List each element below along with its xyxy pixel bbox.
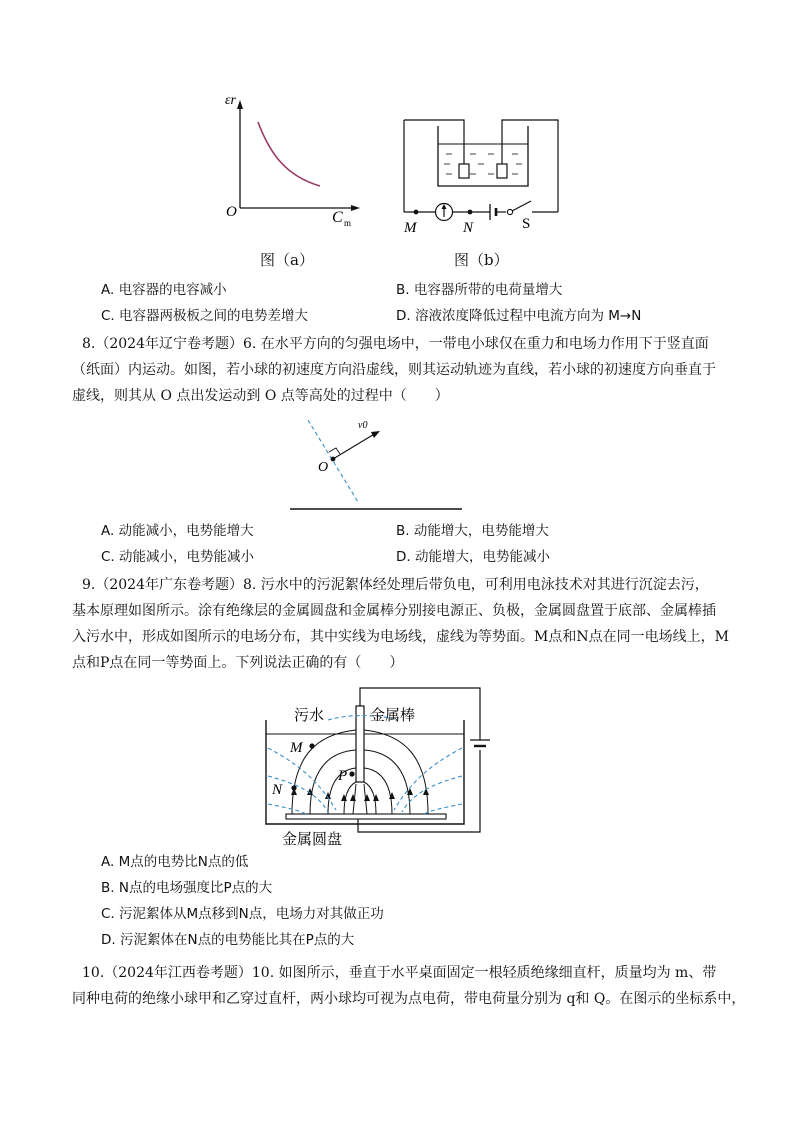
fig-b-label-s: S bbox=[522, 216, 531, 232]
q9-label-p: P bbox=[338, 768, 348, 784]
q9-label-m: M bbox=[290, 740, 303, 756]
q8-label-v0: v0 bbox=[358, 420, 368, 431]
q10-line-1: 10.（2024年江西卷考题）10. 如图所示，垂直于水平桌面固定一根轻质绝缘细直杆，质量均为 m、带 bbox=[82, 965, 717, 981]
q8-figure bbox=[288, 414, 468, 514]
fig-a-x-arrow bbox=[351, 205, 360, 211]
fig-b-label-n: N bbox=[463, 220, 474, 236]
fig-b-beaker bbox=[438, 126, 528, 186]
q7-option-c: C. 电容器两极板之间的电势差增大 bbox=[101, 308, 309, 324]
q7-option-d: D. 溶液浓度降低过程中电流方向为 M→N bbox=[396, 308, 642, 324]
q9-container bbox=[266, 720, 464, 824]
fig-a-curve bbox=[258, 122, 320, 186]
q9-label-rod: 金属棒 bbox=[370, 708, 416, 724]
q8-right-angle bbox=[329, 448, 340, 454]
q9-point-m bbox=[309, 743, 314, 748]
q9-label-water: 污水 bbox=[294, 708, 325, 724]
q9-label-n: N bbox=[272, 782, 283, 798]
fig-b-outer-wire bbox=[404, 120, 558, 212]
q9-line-3: 入污水中，形成如图所示的电场分布，其中实线为电场线，虚线为等势面。M点和N点在同一电场线上，M bbox=[72, 629, 729, 645]
fig-b-liquid-dashes bbox=[444, 154, 522, 174]
q9-option-d: D. 污泥絮体在N点的电势能比其在P点的大 bbox=[101, 932, 355, 948]
q9-line-4: 点和P点在同一等势面上。下列说法正确的有（ ） bbox=[72, 655, 404, 671]
q8-line-3: 虚线，则其从 O 点出发运动到 O 点等高处的过程中（ ） bbox=[72, 388, 449, 404]
q8-option-a: A. 动能减小，电势能增大 bbox=[101, 523, 254, 539]
fig-b-terminal-n bbox=[468, 210, 473, 215]
q8-option-d: D. 动能增大，电势能减小 bbox=[396, 549, 550, 565]
q8-line-2: （纸面）内运动。如图，若小球的初速度方向沿虚线，则其运动轨迹为直线，若小球的初速度方向垂直于 bbox=[72, 362, 716, 378]
figure-a bbox=[218, 88, 368, 238]
q8-label-o: O bbox=[318, 460, 329, 475]
fig-b-terminal-m bbox=[414, 210, 419, 215]
q9-option-a: A. M点的电势比N点的低 bbox=[101, 854, 249, 870]
fig-b-electrode-right bbox=[497, 164, 507, 178]
fig-b-caption: 图（b） bbox=[454, 251, 509, 269]
q8-line-1: 8.（2024年辽宁卷考题）6. 在水平方向的匀强电场中，一带电小球仅在重力和电场力作用下于竖直面 bbox=[82, 336, 709, 352]
fig-a-origin: O bbox=[226, 204, 237, 220]
fig-b-electrode-left bbox=[459, 164, 469, 178]
fig-a-x-sub: m bbox=[344, 218, 352, 228]
fig-b-label-m: M bbox=[404, 220, 417, 236]
q9-option-b: B. N点的电场强度比P点的大 bbox=[101, 880, 273, 896]
q9-line-2: 基本原理如图所示。涂有绝缘层的金属圆盘和金属棒分别接电源正、负极，金属圆盘置于底部、金属棒插 bbox=[72, 603, 716, 619]
q10-line-2: 同种电荷的绝缘小球甲和乙穿过直杆，两小球均可视为点电荷，带电荷量分别为 q和 Q。在图示的坐标系中， bbox=[72, 991, 746, 1007]
q9-point-p bbox=[349, 771, 354, 776]
q9-metal-disk bbox=[286, 814, 446, 819]
q8-option-b: B. 动能增大，电势能增大 bbox=[396, 523, 549, 539]
q8-option-c: C. 动能减小，电势能减小 bbox=[101, 549, 255, 565]
q7-option-b: B. 电容器所带的电荷量增大 bbox=[396, 282, 563, 298]
q9-figure bbox=[258, 684, 498, 848]
q7-option-a: A. 电容器的电容减小 bbox=[101, 282, 227, 298]
q9-line-1: 9.（2024年广东卷考题）8. 污水中的污泥絮体经处理后带负电，可利用电泳技术对其进行沉淀去污， bbox=[82, 577, 709, 593]
fig-a-x-label: C bbox=[332, 209, 343, 226]
q9-option-c: C. 污泥絮体从M点移到N点，电场力对其做正功 bbox=[101, 906, 384, 922]
q9-metal-rod bbox=[356, 706, 364, 782]
fig-a-y-arrow bbox=[237, 100, 243, 109]
q9-field-arrows bbox=[291, 788, 429, 801]
figure-b bbox=[396, 112, 566, 236]
q9-point-n bbox=[291, 785, 296, 790]
fig-b-switch bbox=[507, 209, 512, 214]
fig-a-caption: 图（a） bbox=[260, 251, 314, 269]
fig-a-y-label: εr bbox=[225, 93, 236, 108]
q9-label-disk: 金属圆盘 bbox=[282, 832, 343, 848]
q8-velocity-arrow bbox=[333, 433, 376, 459]
